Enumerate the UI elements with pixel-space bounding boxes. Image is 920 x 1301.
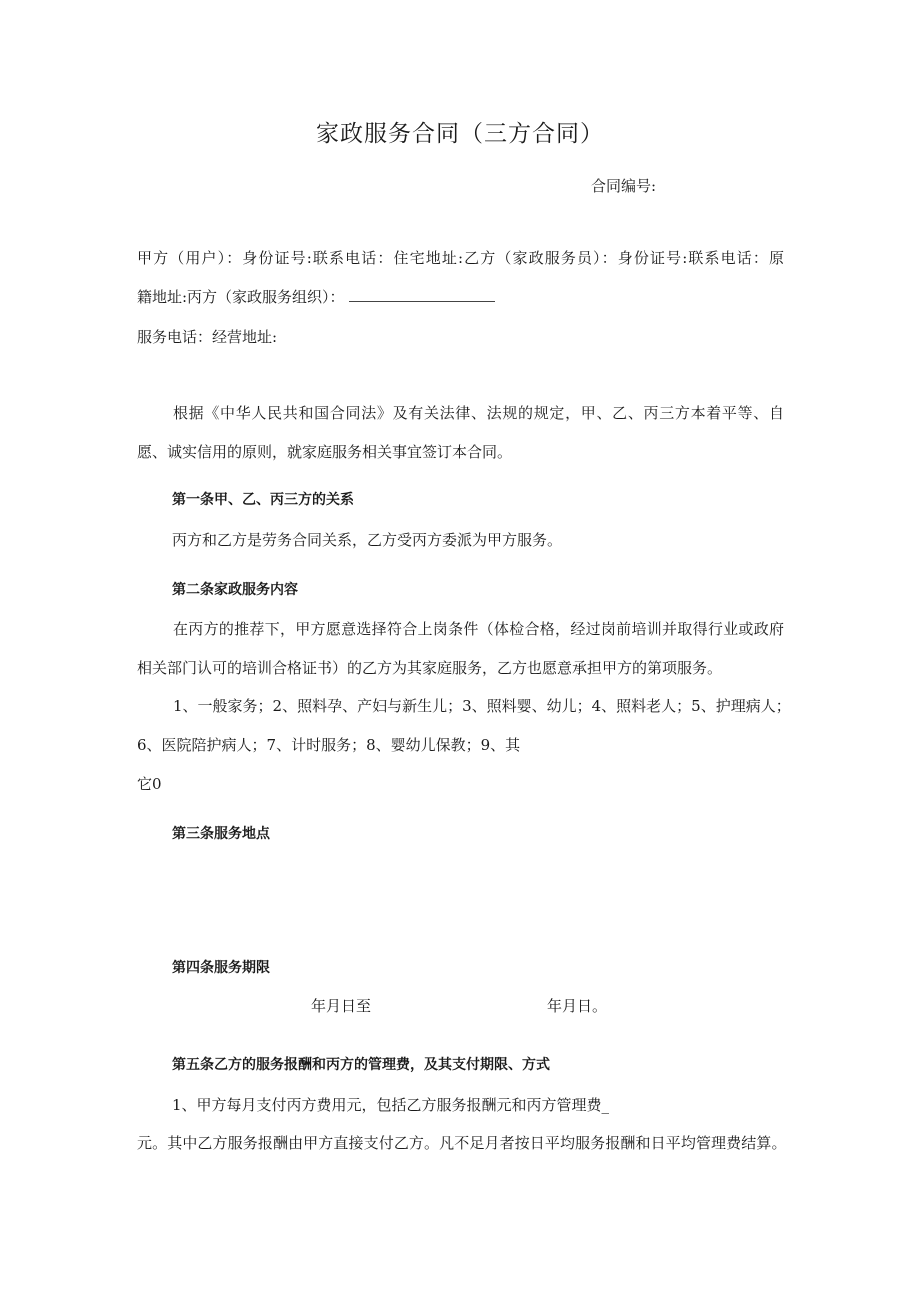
article-3-heading: 第三条服务地点 [172,826,270,842]
parties-line-3: 服务电话：经营地址: [137,328,278,346]
parties-line-1: 甲方（用户）：身份证号:联系电话：住宅地址:乙方（家政服务员）：身份证号:联系电话：原 [137,249,784,267]
article-2-list-line-1: 1、一般家务；2、照料孕、产妇与新生儿；3、照料婴、幼儿；4、照料老人；5、护理病人； [173,697,791,715]
contract-number-label: 合同编号: [591,177,657,195]
article-5-heading: 第五条乙方的服务报酬和丙方的管理费，及其支付期限、方式 [172,1057,550,1073]
parties-line-2 [137,287,495,307]
article-1-heading: 第一条甲、乙、丙三方的关系 [172,492,354,508]
party-c-blank-line [349,287,495,302]
document-title: 家政服务合同（三方合同） [316,121,604,147]
article-2-list-line-2: 6、医院陪护病人；7、计时服务；8、婴幼儿保教；9、其 [137,736,521,754]
article-2-heading: 第二条家政服务内容 [172,582,298,598]
parties-line-2-text: 籍地址:丙方（家政服务组织）： [137,288,345,306]
article-2-para-line-1: 在丙方的推荐下，甲方愿意选择符合上岗条件（体检合格，经过岗前培训并取得行业或政府 [173,620,784,638]
article-2-list-line-3: 它0 [137,775,162,793]
term-start-label: 年月日至 [311,997,372,1015]
preamble-line-2: 愿、诚实信用的原则，就家庭服务相关事宜签订本合同。 [137,443,513,461]
term-end-label: 年月日。 [547,997,608,1015]
article-5-line-1: 1、甲方每月支付丙方费用元，包括乙方服务报酬元和丙方管理费_ [172,1096,610,1114]
preamble-line-1: 根据《中华人民共和国合同法》及有关法律、法规的规定，甲、乙、丙三方本着平等、自 [173,404,784,422]
article-1-text: 丙方和乙方是劳务合同关系，乙方受丙方委派为甲方服务。 [172,531,563,549]
article-5-line-2: 元。其中乙方服务报酬由甲方直接支付乙方。凡不足月者按日平均服务报酬和日平均管理费结算。 [137,1134,786,1152]
article-4-heading: 第四条服务期限 [172,960,270,976]
article-2-para-line-2: 相关部门认可的培训合格证书）的乙方为其家庭服务，乙方也愿意承担甲方的第项服务。 [137,659,723,677]
